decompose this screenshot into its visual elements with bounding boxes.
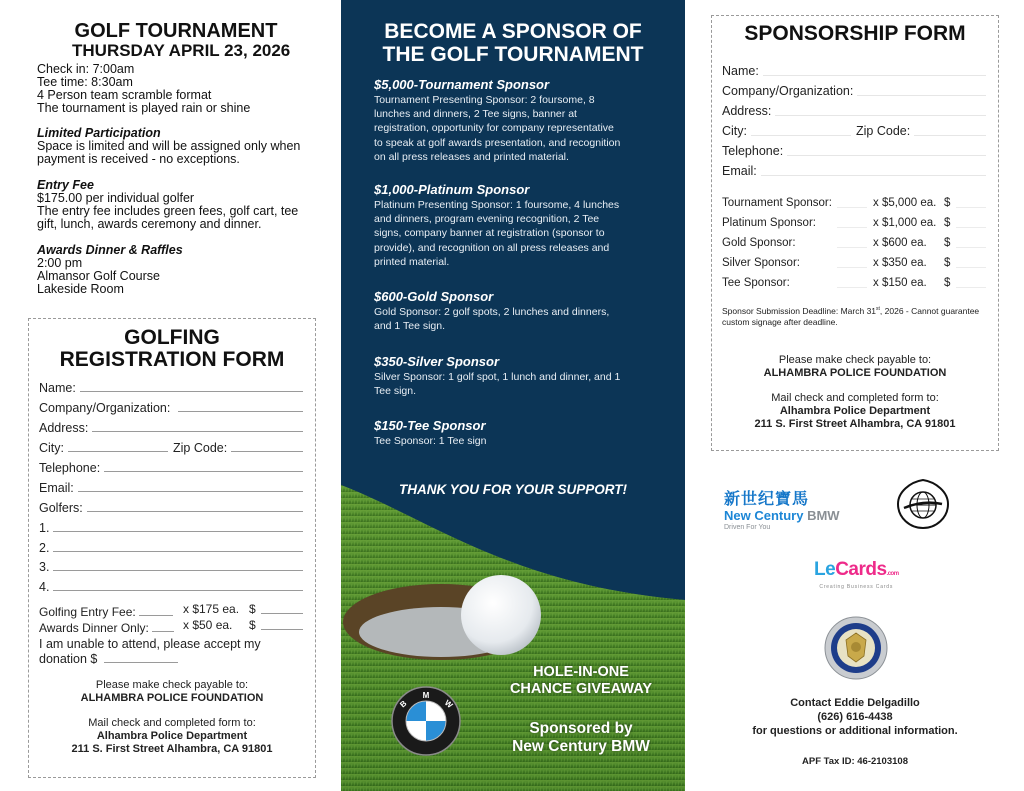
awards-dinner-fee-row[interactable] <box>39 618 304 635</box>
field-label: Name: <box>39 381 76 395</box>
logo-tagline: Driven For You <box>724 524 771 531</box>
section-text: Lakeside Room <box>37 282 124 296</box>
telephone-input-line[interactable] <box>787 155 986 156</box>
email-input-line[interactable] <box>761 175 986 176</box>
field-label: 2. <box>39 541 50 555</box>
sponsored-by: Sponsored by New Century BMW <box>512 720 650 755</box>
currency: $ <box>944 277 951 289</box>
event-date: THURSDAY APRIL 23, 2026 <box>72 41 291 60</box>
sponsor-level-gold[interactable] <box>722 236 986 250</box>
tier-description: Tournament Presenting Sponsor: 2 foursome, 8 lunches and dinners, 2 Tee signs, banner at registration, opportunity for company representative to speak at golf awards presentation, and recognition on all press releases and printed material. <box>374 94 621 163</box>
payable-to: ALHAMBRA POLICE FOUNDATION <box>763 367 947 379</box>
title-line-2: THE GOLF TOURNAMENT <box>382 43 644 66</box>
donation-amount-line[interactable] <box>104 662 178 663</box>
reg-name-field[interactable] <box>39 377 303 395</box>
tier-description: Gold Sponsor: 2 golf spots, 2 lunches and dinners, and 1 Tee sign. <box>374 306 610 333</box>
section-heading: Limited Participation <box>37 126 161 140</box>
awards-dinner-section <box>37 244 327 296</box>
field-label: 1. <box>39 521 50 535</box>
sponsor-level-tournament[interactable] <box>722 196 986 210</box>
total-line[interactable] <box>956 287 986 288</box>
mail-address: 211 S. First Street Alhambra, CA 91801 <box>71 743 273 755</box>
golfer-4-field[interactable] <box>39 576 303 594</box>
sponsorship-form-title: SPONSORSHIP FORM <box>744 22 966 45</box>
level-price: x $1,000 ea. <box>873 217 937 229</box>
qty-line[interactable] <box>837 227 867 228</box>
company-input-line[interactable] <box>178 411 303 412</box>
section-text: 2:00 pm <box>37 256 83 270</box>
lecards-wordmark: LeCards.com <box>814 559 899 580</box>
level-price: x $5,000 ea. <box>873 197 937 209</box>
field-label: Golfers: <box>39 501 83 515</box>
level-name: Silver Sponsor: <box>722 257 800 269</box>
sponsorship-form <box>711 15 999 451</box>
field-label: Name: <box>722 64 759 78</box>
mail-label: Mail check and completed form to: <box>771 392 939 404</box>
svg-text:B: B <box>398 698 409 710</box>
telephone-input-line[interactable] <box>104 471 303 472</box>
lecards-tagline: Creating Business Cards <box>819 584 894 590</box>
sp-telephone-field[interactable] <box>722 142 986 158</box>
lecards-logo <box>814 560 899 590</box>
golfer-1-field[interactable] <box>39 517 303 535</box>
hole-in-one-giveaway: HOLE-IN-ONE CHANCE GIVEAWAY <box>509 664 653 697</box>
contact-name: Contact Eddie Delgadillo <box>790 697 920 709</box>
field-label: Address: <box>722 104 772 118</box>
field-label: City: <box>39 441 64 455</box>
name-input-line[interactable] <box>763 75 986 76</box>
golfer-1-input-line[interactable] <box>53 531 303 532</box>
fee-qty-line[interactable] <box>139 615 173 616</box>
section-text: gift, lunch, awards ceremony and dinner. <box>37 217 262 231</box>
section-heading: Entry Fee <box>37 178 94 192</box>
sp-name-field[interactable] <box>722 62 986 78</box>
total-line[interactable] <box>956 267 986 268</box>
level-price: x $350 ea. <box>873 257 927 269</box>
checkin-time: Check in: 7:00am <box>37 62 135 76</box>
sp-address-field[interactable] <box>722 102 986 118</box>
tier-tee <box>374 418 664 448</box>
total-line[interactable] <box>956 227 986 228</box>
section-text: The entry fee includes green fees, golf cart, tee <box>37 204 299 218</box>
format: 4 Person team scramble format <box>37 88 212 102</box>
section-heading: Awards Dinner & Raffles <box>37 243 183 257</box>
golfer-2-field[interactable] <box>39 537 303 555</box>
sponsor-level-tee[interactable] <box>722 276 986 290</box>
currency: $ <box>944 237 951 249</box>
golfing-registration-form <box>28 318 316 778</box>
field-label: City: <box>722 124 747 138</box>
currency: $ <box>944 217 951 229</box>
submission-deadline: Sponsor Submission Deadline: March 31st, 2026 - Cannot guarantee custom signage after deadline. <box>722 305 980 327</box>
section-text: $175.00 per individual golfer <box>37 191 195 205</box>
payable-label: Please make check payable to: <box>778 354 932 366</box>
field-label: Company/Organization: <box>39 401 171 415</box>
mail-label: Mail check and completed form to: <box>88 717 256 729</box>
title-line-2: REGISTRATION FORM <box>59 348 285 371</box>
event-title: GOLF TOURNAMENT <box>74 20 278 42</box>
field-label: 3. <box>39 560 50 574</box>
reg-address-field[interactable] <box>39 417 303 435</box>
field-label: Telephone: <box>722 144 784 158</box>
logo-chinese-text: 新世纪寶馬 <box>724 489 810 508</box>
fee-currency: $ <box>249 602 256 616</box>
title-line-1: GOLFING <box>124 326 220 349</box>
reg-email-field[interactable] <box>39 477 303 495</box>
left-panel <box>0 0 341 791</box>
mail-recipient: Alhambra Police Department <box>96 730 248 742</box>
golfer-2-input-line[interactable] <box>53 551 303 552</box>
sp-email-field[interactable] <box>722 162 986 178</box>
tier-name: $5,000-Tournament Sponsor <box>374 77 550 92</box>
section-text: payment is received - no exceptions. <box>37 152 240 166</box>
mail-recipient: Alhambra Police Department <box>779 405 931 417</box>
sp-city-zip-field[interactable] <box>722 122 986 138</box>
fee-total-line[interactable] <box>261 629 303 630</box>
tier-name: $1,000-Platinum Sponsor <box>374 182 530 197</box>
fee-total-line[interactable] <box>261 613 303 614</box>
fee-label: Golfing Entry Fee: <box>39 605 136 619</box>
svg-text:W: W <box>442 698 455 710</box>
city-input-line[interactable] <box>751 135 851 136</box>
executive-management-security-badge-icon <box>896 478 950 530</box>
svg-text:M: M <box>422 691 430 700</box>
address-input-line[interactable] <box>775 115 986 116</box>
tier-description: Platinum Presenting Sponsor: 1 foursome, 4 lunches and dinners, program evening recognition, 2 Tee signs, company banner at registration (sponsor to provide), and recognition on all press releases and printed material. <box>374 199 620 268</box>
field-label: Email: <box>39 481 74 495</box>
total-line[interactable] <box>956 247 986 248</box>
fee-label: Awards Dinner Only: <box>39 621 149 635</box>
field-label: Company/Organization: <box>722 84 854 98</box>
payable-label: Please make check payable to: <box>95 679 249 691</box>
name-input-line[interactable] <box>80 391 303 392</box>
entry-fee-section <box>37 179 327 231</box>
sp-company-field[interactable] <box>722 82 986 98</box>
sponsor-level-platinum[interactable] <box>722 216 986 230</box>
donation-label: donation $ <box>39 652 98 666</box>
city-input-line[interactable] <box>68 451 168 452</box>
zip-input-line[interactable] <box>914 135 986 136</box>
sponsor-title <box>341 20 685 66</box>
tier-tournament <box>374 77 664 164</box>
field-label: Zip Code: <box>173 441 228 455</box>
tax-id: APF Tax ID: 46-2103108 <box>802 756 908 767</box>
golfers-input-line[interactable] <box>87 511 303 512</box>
alhambra-police-foundation-seal-icon <box>824 616 888 680</box>
bmw-logo-icon <box>391 686 461 756</box>
tier-platinum <box>374 182 664 269</box>
address-input-line[interactable] <box>92 431 303 432</box>
field-label: Email: <box>722 164 757 178</box>
reg-city-zip-field[interactable] <box>39 437 303 455</box>
tier-description: Tee Sponsor: 1 Tee sign <box>374 435 487 447</box>
reg-company-field[interactable] <box>39 397 303 415</box>
reg-golfers-field[interactable] <box>39 497 303 515</box>
level-name: Tournament Sponsor: <box>722 197 832 209</box>
email-input-line[interactable] <box>78 491 303 492</box>
fee-qty-line[interactable] <box>152 631 174 632</box>
qty-line[interactable] <box>837 207 867 208</box>
field-label: Address: <box>39 421 89 435</box>
new-century-bmw-logo <box>724 490 840 532</box>
golfer-4-input-line[interactable] <box>53 590 303 591</box>
reg-payment-info <box>29 679 315 756</box>
section-text: Space is limited and will be assigned only when <box>37 139 301 153</box>
company-input-line[interactable] <box>857 95 986 96</box>
title-line-1: BECOME A SPONSOR OF <box>384 20 642 43</box>
event-details <box>37 63 327 115</box>
section-text: Almansor Golf Course <box>37 269 160 283</box>
tier-name: $150-Tee Sponsor <box>374 418 486 433</box>
fee-price: x $175 ea. <box>183 602 240 616</box>
payable-to: ALHAMBRA POLICE FOUNDATION <box>80 692 264 704</box>
registration-form-title <box>29 327 315 371</box>
level-name: Gold Sponsor: <box>722 237 796 249</box>
field-label: 4. <box>39 580 50 594</box>
limited-participation-section <box>37 127 327 166</box>
fee-price: x $50 ea. <box>183 618 233 632</box>
tier-name: $600-Gold Sponsor <box>374 289 494 304</box>
weather-policy: The tournament is played rain or shine <box>37 101 251 115</box>
golfer-3-input-line[interactable] <box>53 570 303 571</box>
zip-input-line[interactable] <box>231 451 303 452</box>
qty-line[interactable] <box>837 267 867 268</box>
donation-row[interactable] <box>39 652 178 666</box>
tee-time: Tee time: 8:30am <box>37 75 133 89</box>
thank-you-message: THANK YOU FOR YOUR SUPPORT! <box>398 482 628 497</box>
tier-name: $350-Silver Sponsor <box>374 354 499 369</box>
tier-description: Silver Sponsor: 1 golf spot, 1 lunch and dinner, and 1 Tee sign. <box>374 371 621 398</box>
golfer-3-field[interactable] <box>39 556 303 574</box>
golfing-entry-fee-row[interactable] <box>39 602 304 619</box>
field-label: Zip Code: <box>856 124 911 138</box>
tier-silver <box>374 354 664 398</box>
sponsor-panel <box>341 0 685 791</box>
level-price: x $150 ea. <box>873 277 927 289</box>
fee-currency: $ <box>249 618 256 632</box>
qty-line[interactable] <box>837 247 867 248</box>
level-price: x $600 ea. <box>873 237 927 249</box>
sp-payment-info <box>712 354 998 431</box>
total-line[interactable] <box>956 207 986 208</box>
reg-telephone-field[interactable] <box>39 457 303 475</box>
qty-line[interactable] <box>837 287 867 288</box>
currency: $ <box>944 257 951 269</box>
contact-info <box>711 696 999 738</box>
donation-text: I am unable to attend, please accept my <box>39 637 261 651</box>
mail-address: 211 S. First Street Alhambra, CA 91801 <box>754 418 956 430</box>
sponsor-level-silver[interactable] <box>722 256 986 270</box>
currency: $ <box>944 197 951 209</box>
contact-phone[interactable]: (626) 616-4438 <box>817 711 893 723</box>
level-name: Tee Sponsor: <box>722 277 790 289</box>
level-name: Platinum Sponsor: <box>722 217 816 229</box>
tier-gold <box>374 289 664 333</box>
logo-english-text: New Century BMW <box>724 508 840 523</box>
field-label: Telephone: <box>39 461 101 475</box>
contact-note: for questions or additional information. <box>752 725 958 737</box>
